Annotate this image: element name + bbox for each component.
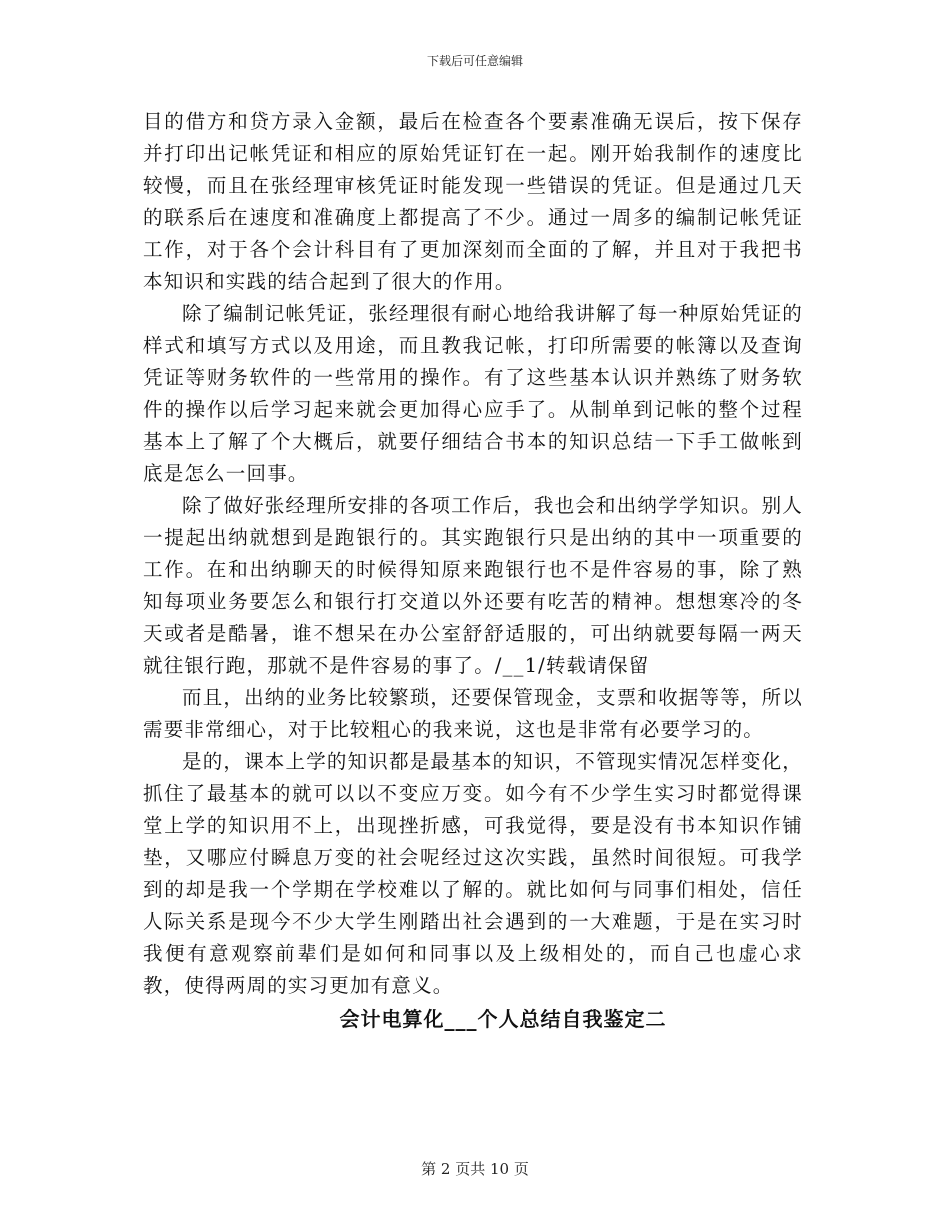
page-number: 第 2 页共 10 页 [421,1160,529,1178]
paragraph-2: 除了编制记帐凭证，张经理很有耐心地给我讲解了每一种原始凭证的样式和填写方式以及用途，而且教我记帐，打印所需要的帐簿以及查询凭证等财务软件的一些常用的操作。有了这些基本认识并熟练了财务软件的操作以后学习起来就会更加得心应手了。从制单到记帐的整个过程基本上了解了个大概后，就要仔细结合书本的知识总结一下手工做帐到底是怎么一回事。 [143,302,804,485]
paragraph-1: 目的借方和贷方录入金额，最后在检查各个要素准确无误后，按下保存并打印出记帐凭证和相应的原始凭证钉在一起。刚开始我制作的速度比较慢，而且在张经理审核凭证时能发现一些错误的凭证。但是通过几天的联系后在速度和准确度上都提高了不少。通过一周多的编制记帐凭证工作，对于各个会计科目有了更加深刻而全面的了解，并且对于我把书本知识和实践的结合起到了很大的作用。 [143,110,803,293]
paragraph-4: 而且，出纳的业务比较繁琐，还要保管现金，支票和收据等等，所以需要非常细心，对于比较粗心的我来说，这也是非常有必要学习的。 [143,686,804,741]
paragraph-3: 除了做好张经理所安排的各项工作后，我也会和出纳学学知识。别人一提起出纳就想到是跑银行的。其实跑银行只是出纳的其中一项重要的工作。在和出纳聊天的时候得知原来跑银行也不是件容易的事，除了熟知每项业务要怎么和银行打交道以外还要有吃苦的精神。想想寒冷的冬天或者是酷暑，谁不想呆在办公室舒舒适服的，可出纳就要每隔一两天就往银行跑，那就不是件容易的事了。/__1/转载请保留 [143,494,804,677]
paragraph-5: 是的，课本上学的知识都是最基本的知识，不管现实情况怎样变化，抓住了最基本的就可以以不变应万变。如今有不少学生实习时都觉得课堂上学的知识用不上，出现挫折感，可我觉得，要是没有书本知识作铺垫，又哪应付瞬息万变的社会呢经过这次实践，虽然时间很短。可我学到的却是我一个学期在学校难以了解的。就比如何与同事们相处，信任人际关系是现今不少大学生刚踏出社会遇到的一大难题，于是在实习时我便有意观察前辈们是如何和同事以及上级相处的，而自己也虚心求教，使得两周的实习更加有意义。 [143,750,804,997]
document-body [143,106,803,1036]
section-heading: 会计电算化___个人总结自我鉴定二 [339,1007,667,1031]
page-header-note: 下载后可任意编辑 [426,54,523,68]
